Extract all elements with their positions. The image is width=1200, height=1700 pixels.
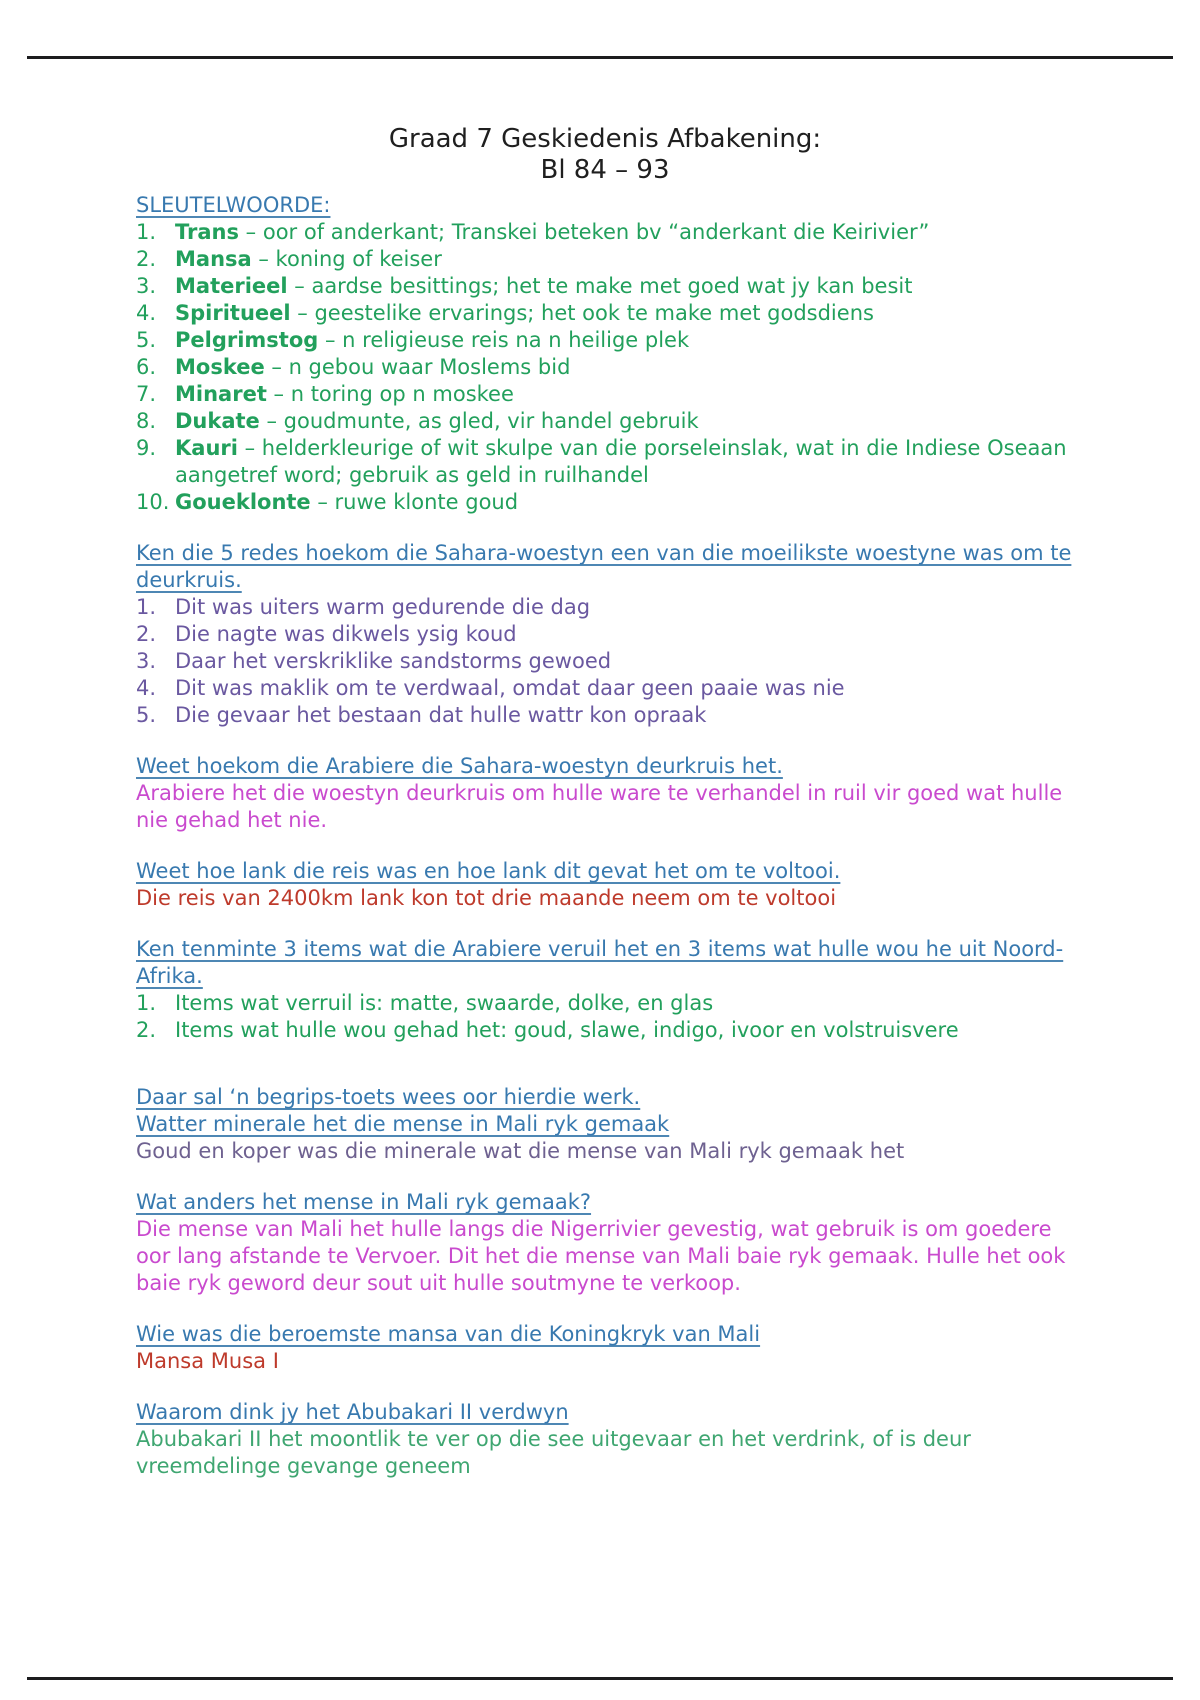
why-cross-heading: Weet hoekom die Arabiere die Sahara-woestyn deurkruis het. (136, 754, 783, 778)
minerals-answer: Goud en koper was die minerale wat die mense van Mali ryk gemaak het (136, 1139, 905, 1163)
keyword-item (136, 300, 1074, 327)
keyword-term: Kauri (175, 436, 238, 460)
keyword-def: – n religieuse reis na n heilige plek (318, 328, 690, 352)
abubakari-heading: Waarom dink jy het Abubakari II verdwyn (136, 1400, 569, 1424)
abubakari-answer: Abubakari II het moontlik te ver op die see uitgevaar en het verdrink, of is deur vreemdelinge gevange geneem (136, 1427, 971, 1478)
page-title (136, 124, 1074, 186)
keyword-item (136, 327, 1074, 354)
title-line-1: Graad 7 Geskiedenis Afbakening: (388, 124, 822, 154)
keyword-term: Trans (175, 220, 239, 244)
keyword-term: Mansa (175, 247, 252, 271)
section-keywords (136, 192, 1074, 516)
list-item: Die gevaar het bestaan dat hulle wattr kon opraak (175, 703, 707, 727)
section-why-cross (136, 753, 1074, 834)
keyword-def: – koning of keiser (251, 247, 442, 271)
keyword-def: – ruwe klonte goud (310, 490, 519, 514)
bottom-border-rule (27, 1677, 1173, 1680)
keyword-item (136, 273, 1074, 300)
keyword-term: Materieel (175, 274, 288, 298)
sahara-reasons-heading: Ken die 5 redes hoekom die Sahara-woestyn een van die moeilikste woestyne was om te deurkruis. (136, 541, 1072, 592)
keyword-item (136, 381, 1074, 408)
section-famous-mansa (136, 1321, 1074, 1375)
sahara-reasons-list (136, 594, 1074, 729)
keyword-item (136, 219, 1074, 246)
list-item: Daar het verskriklike sandstorms gewoed (175, 649, 612, 673)
section-sahara-reasons (136, 540, 1074, 729)
list-item: Dit was maklik om te verdwaal, omdat daar geen paaie was nie (175, 676, 845, 700)
keyword-item (136, 435, 1074, 489)
keyword-item (136, 489, 1074, 516)
keyword-def: – geestelike ervarings; het ook te make met godsdiens (290, 301, 874, 325)
title-line-2: Bl 84 – 93 (540, 155, 670, 185)
keyword-def: – oor of anderkant; Transkei beteken bv “anderkant die Keirivier” (239, 220, 930, 244)
section-abubakari (136, 1399, 1074, 1480)
other-wealth-answer: Die mense van Mali het hulle langs die Nigerrivier gevestig, wat gebruik is om goedere oor lang afstande te Vervoer. Dit het die mense van Mali baie ryk gemaak. Hulle het ook baie ryk geword deur sout uit hulle soutmyne te verkoop. (136, 1217, 1066, 1295)
keyword-item (136, 408, 1074, 435)
why-cross-answer: Arabiere het die woestyn deurkruis om hulle ware te verhandel in ruil vir goed wat hulle nie gehad het nie. (136, 781, 1063, 832)
keyword-def: – goudmunte, as gled, vir handel gebruik (259, 409, 699, 433)
keyword-term: Goueklonte (175, 490, 311, 514)
other-wealth-heading: Wat anders het mense in Mali ryk gemaak? (136, 1190, 592, 1214)
keyword-item (136, 354, 1074, 381)
keyword-def: – n toring op n moskee (266, 382, 514, 406)
journey-answer: Die reis van 2400km lank kon tot drie maande neem om te voltooi (136, 886, 837, 910)
keyword-term: Spiritueel (175, 301, 291, 325)
keyword-term: Minaret (175, 382, 267, 406)
section-minerals (136, 1084, 1074, 1165)
famous-mansa-heading: Wie was die beroemste mansa van die Koningkryk van Mali (136, 1322, 761, 1346)
section-other-wealth (136, 1189, 1074, 1297)
section-journey (136, 858, 1074, 912)
list-item: Dit was uiters warm gedurende die dag (175, 595, 591, 619)
test-note-heading: Daar sal ‘n begrips-toets wees oor hierdie werk. (136, 1085, 641, 1109)
keyword-def: – n gebou waar Moslems bid (264, 355, 571, 379)
trade-items-list (136, 990, 1074, 1044)
keywords-list (136, 219, 1074, 516)
keyword-term: Moskee (175, 355, 265, 379)
list-item: Die nagte was dikwels ysig koud (175, 622, 517, 646)
document-content (136, 124, 1074, 1480)
top-border-rule (27, 56, 1173, 59)
keyword-def: – helderkleurige of wit skulpe van die porseleinslak, wat in die Indiese Oseaan aangetref word; gebruik as geld in ruilhandel (175, 436, 1067, 487)
keyword-term: Dukate (175, 409, 260, 433)
famous-mansa-answer: Mansa Musa I (136, 1349, 279, 1373)
trade-items-heading: Ken tenminte 3 items wat die Arabiere veruil het en 3 items wat hulle wou he uit Noord-Afrika. (136, 937, 1064, 988)
section-trade-items (136, 936, 1074, 1044)
keyword-def: – aardse besittings; het te make met goed wat jy kan besit (287, 274, 913, 298)
journey-heading: Weet hoe lank die reis was en hoe lank dit gevat het om te voltooi. (136, 859, 841, 883)
keywords-heading: SLEUTELWOORDE: (136, 193, 331, 217)
keyword-term: Pelgrimstog (175, 328, 319, 352)
keyword-item (136, 246, 1074, 273)
list-item: Items wat hulle wou gehad het: goud, slawe, indigo, ivoor en volstruisvere (175, 1018, 959, 1042)
minerals-heading: Watter minerale het die mense in Mali ryk gemaak (136, 1112, 670, 1136)
list-item: Items wat verruil is: matte, swaarde, dolke, en glas (175, 991, 714, 1015)
